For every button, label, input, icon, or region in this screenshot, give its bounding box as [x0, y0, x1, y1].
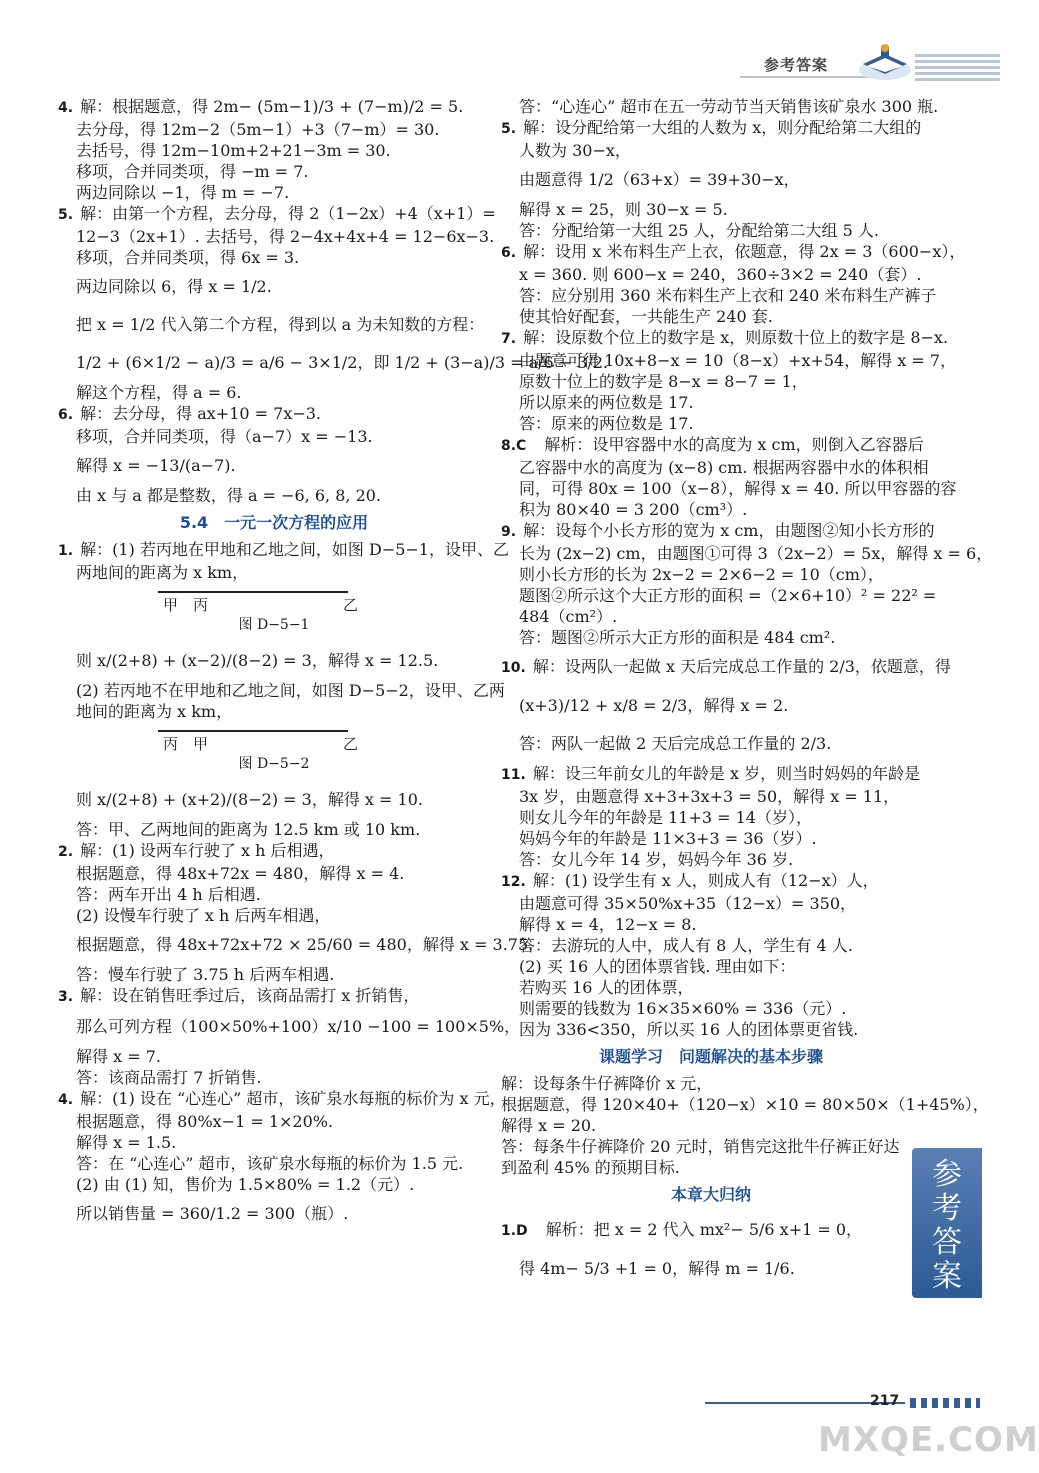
line-text: 解：由第一个方程，去分母，得 2（1−2x）+4（x+1）=: [75, 204, 496, 223]
text-line: [501, 1019, 921, 1040]
watermark: MXQE.COM: [818, 1420, 1039, 1460]
line-text: (2) 买 16 人的团体票省钱. 理由如下：: [519, 957, 796, 976]
line-text: 答：女儿今年 14 岁，妈妈今年 36 岁.: [519, 850, 794, 869]
line-text: 答：原来的两位数是 17.: [519, 414, 694, 433]
header-stripes: [915, 54, 1000, 82]
text-line: [501, 807, 921, 828]
text-line: [58, 344, 609, 382]
line-text: 解得 x = 20.: [501, 1116, 597, 1135]
line-text: 答：分配给第一大组 25 人，分配给第二大组 5 人.: [519, 221, 879, 240]
line-text: 解：设每条牛仔裤降价 x 元，: [501, 1074, 713, 1093]
line-text: 解：设在销售旺季过后，该商品需打 x 折销售，: [75, 986, 420, 1005]
question-number: 3.: [58, 989, 74, 1005]
page-number: 217: [870, 1393, 900, 1409]
text-line: [58, 840, 490, 863]
text-line: [501, 1157, 921, 1178]
text-line: [501, 520, 935, 543]
line-text: 3x 岁，由题意得 x+3+3x+3 = 50，解得 x = 11，: [519, 787, 900, 806]
text-line: [501, 893, 921, 914]
line-text: 解：设用 x 米布料生产上衣，依题意，得 2x = 3（600−x），: [518, 242, 966, 261]
line-text: 两边同除以 −1，得 m = −7.: [76, 183, 290, 202]
question-number: 2.: [58, 844, 74, 860]
text-line: [501, 241, 966, 264]
text-line: [501, 849, 921, 870]
question-number: 1.: [58, 543, 74, 559]
question-number: 5.: [501, 121, 517, 137]
text-line: [501, 786, 921, 807]
text-line: [501, 763, 921, 786]
line-text: 去括号，得 12m−10m+2+21−3m = 30.: [76, 141, 391, 160]
line-text: 原数十位上的数字是 8−x = 8−7 = 1，: [519, 372, 808, 391]
line-text: 解得 x = 1.5.: [76, 1133, 177, 1152]
text-line: [501, 413, 921, 434]
text-line: [58, 268, 490, 306]
line-text: 解析：把 x = 2 代入 mx²− 5/6 x+1 = 0，: [529, 1220, 863, 1239]
text-line: [501, 1094, 989, 1115]
text-line: [58, 701, 490, 722]
line-text: 到盈利 45% 的预期目标.: [501, 1158, 680, 1177]
question-number: 1.D: [501, 1223, 528, 1239]
text-line: [501, 648, 951, 687]
segment-point-label: 丙: [163, 735, 179, 753]
segment-point-label: 乙: [343, 596, 359, 614]
text-line: [501, 1211, 921, 1250]
text-line: [58, 226, 495, 247]
text-line: [501, 285, 937, 306]
text-line: [501, 220, 921, 241]
text-line: [58, 1088, 506, 1111]
line-text: 答：题图②所示大正方形的面积是 484 cm².: [519, 628, 836, 647]
text-line: [58, 403, 490, 426]
line-text: 答：慢车行驶了 3.75 h 后两车相遇.: [76, 965, 335, 984]
question-number: 7.: [501, 331, 517, 347]
line-text: 移项，合并同类项，得 6x = 3.: [76, 248, 300, 267]
line-text: 484（cm²）.: [519, 607, 618, 626]
text-line: [58, 1132, 490, 1153]
text-line: [58, 382, 490, 403]
text-line: [501, 327, 949, 350]
line-text: (2) 设慢车行驶了 x h 后两车相遇，: [76, 906, 331, 925]
figure-caption: [58, 615, 490, 636]
line-text: 解：根据题意，得 2m− (5m−1)/3 + (7−m)/2 = 5.: [75, 97, 464, 116]
text-line: [501, 392, 921, 413]
text-line: [58, 905, 490, 926]
text-line: [58, 1195, 490, 1233]
line-text: 两边同除以 6，得 x = 1/2.: [76, 277, 272, 296]
text-line: [501, 828, 921, 849]
text-line: [501, 306, 921, 327]
line-text: 课题学习 问题解决的基本步骤: [598, 1047, 823, 1066]
line-text: 若购买 16 人的团体票，: [519, 978, 694, 997]
line-text: 解：(1) 设两车行驶了 x h 后相遇，: [75, 841, 335, 860]
text-line: [501, 161, 921, 199]
text-line: [501, 96, 939, 117]
line-text: 解：设原数个位上的数字是 x，则原数十位上的数字是 8−x.: [518, 328, 949, 347]
text-line: [58, 96, 490, 119]
line-text: 解：设三年前女儿的年龄是 x 岁，则当时妈妈的年龄是: [527, 764, 921, 783]
line-text: 移项，合并同类项，得 −m = 7.: [76, 162, 309, 181]
text-line: [501, 956, 921, 977]
text-line: [58, 884, 490, 905]
line-text: 则 x/(2+8) + (x+2)/(8−2) = 3，解得 x = 10.: [76, 790, 423, 809]
text-line: [58, 926, 534, 964]
text-line: [58, 485, 490, 506]
question-number: 4.: [58, 1092, 74, 1108]
question-number: 9.: [501, 524, 517, 540]
line-text: 积为 80×40 = 3 200（cm³）.: [519, 500, 748, 519]
line-text: 所以原来的两位数是 17.: [519, 393, 694, 412]
question-number: 8.C: [501, 438, 527, 454]
text-line: [58, 562, 490, 583]
text-line: [501, 606, 921, 627]
text-line: [501, 870, 921, 893]
line-text: 答：在 “心连心” 超市，该矿泉水每瓶的标价为 1.5 元.: [76, 1154, 464, 1173]
line-text: 地间的距离为 x km，: [76, 702, 233, 721]
line-text: 解：设两队一起做 x 天后完成总工作量的 2/3，依题意，得: [527, 657, 951, 676]
line-text: 所以销售量 = 360/1.2 = 300（瓶）.: [76, 1204, 349, 1223]
line-text: (2) 若丙地不在甲地和乙地之间，如图 D−5−2，设甲、乙两: [76, 681, 505, 700]
text-line: [58, 1174, 490, 1195]
text-line: [501, 1136, 921, 1157]
question-number: 5.: [58, 207, 74, 223]
question-number: 4.: [58, 100, 74, 116]
segment-point-label: 乙: [343, 735, 359, 753]
line-text: 解：(1) 设学生有 x 人，则成人有（12−x）人，: [527, 871, 879, 890]
line-text: 解：设每个小长方形的宽为 x cm，由题图②知小长方形的: [518, 521, 935, 540]
line-text: 解析：设甲容器中水的高度为 x cm，则倒入乙容器后: [528, 435, 924, 454]
line-text: 答：甲、乙两地间的距离为 12.5 km 或 10 km.: [76, 820, 421, 839]
segment-point-label: 甲: [163, 596, 179, 614]
line-text: 5.4 一元一次方程的应用: [179, 513, 369, 532]
line-text: 使其恰好配套，一共能生产 240 套.: [519, 307, 773, 326]
figure-caption: [58, 754, 490, 775]
line-text: 本章大归纳: [670, 1185, 751, 1204]
text-line: [501, 914, 921, 935]
line-text: 那么可列方程（100×50%+100）x/10 −100 = 100×5%，: [76, 1017, 521, 1036]
side-tab-answers[interactable]: [912, 1148, 982, 1298]
text-line: [501, 199, 921, 220]
text-line: [58, 863, 490, 884]
line-text: 由题意可得 35×50%x+35（12−x）= 350，: [519, 894, 857, 913]
text-line: [58, 161, 490, 182]
question-number: 10.: [501, 660, 526, 676]
line-text: 答：“心连心” 超市在五一劳动节当天销售该矿泉水 300 瓶.: [519, 97, 939, 116]
segment-line: [158, 730, 348, 732]
text-line: [58, 964, 490, 985]
line-text: 由 x 与 a 都是整数，得 a = −6, 6, 8, 20.: [76, 486, 382, 505]
text-line: [58, 1067, 490, 1088]
text-line: [58, 781, 490, 819]
text-line: [501, 371, 921, 392]
text-line: [501, 998, 921, 1019]
line-text: 1/2 + (6×1/2 − a)/3 = a/6 − 3×1/2，即 1/2 + (3−a)/3 = a/6 − 3/2.: [76, 353, 609, 372]
line-text: 答：两车开出 4 h 后相遇.: [76, 885, 261, 904]
question-number: 12.: [501, 874, 526, 890]
book-logo-icon: [855, 42, 915, 84]
text-line: [58, 1153, 490, 1174]
line-text: 根据题意，得 48x+72x+72 × 25/60 = 480，解得 x = 3.75.: [76, 935, 534, 954]
footer-dots: [910, 1398, 980, 1408]
line-text: 题图②所示这个大正方形的面积 =（2×6+10）² = 22² =: [519, 586, 937, 605]
line-text: 答：两队一起做 2 天后完成总工作量的 2/3.: [519, 734, 832, 753]
section-heading: [58, 512, 490, 533]
text-line: [58, 539, 509, 562]
text-line: [501, 117, 921, 140]
text-line: [58, 203, 496, 226]
line-text: 答：应分别用 360 米布料生产上衣和 240 米布料生产裤子: [519, 286, 937, 305]
line-text: 答：去游玩的人中，成人有 8 人，学生有 4 人.: [519, 936, 853, 955]
text-line: [501, 627, 921, 648]
text-line: [501, 499, 921, 520]
header-title: 参考答案: [764, 56, 829, 74]
question-number: 6.: [501, 245, 517, 261]
text-line: [58, 140, 490, 161]
text-line: [58, 447, 490, 485]
text-line: [501, 935, 921, 956]
line-text: 解得 x = 7.: [76, 1047, 161, 1066]
segment-figure: [58, 722, 490, 752]
line-text: 长为 (2x−2) cm，由题图①可得 3（2x−2）= 5x，解得 x = 6，: [519, 544, 993, 563]
line-text: 答：该商品需打 7 折销售.: [76, 1068, 262, 1087]
line-text: 解得 x = −13/(a−7).: [76, 456, 236, 475]
line-text: 由题意得 1/2（63+x）= 39+30−x，: [519, 170, 800, 189]
question-number: 11.: [501, 767, 526, 783]
line-text: 根据题意，得 80%x−1 = 1×20%.: [76, 1112, 334, 1131]
line-text: 解：设分配给第一大组的人数为 x，则分配给第二大组的: [518, 118, 922, 137]
line-text: 解得 x = 4，12−x = 8.: [519, 915, 697, 934]
segment-point-label: 甲: [193, 735, 209, 753]
line-text: 乙容器中水的高度为 (x−8) cm. 根据两容器中水的体积相: [519, 458, 929, 477]
text-line: [58, 642, 490, 680]
text-line: [58, 1046, 490, 1067]
text-line: [501, 1073, 921, 1094]
line-text: (2) 由 (1) 知，售价为 1.5×80% = 1.2（元）.: [76, 1175, 415, 1194]
line-text: 答：每条牛仔裤降价 20 元时，销售完这批牛仔裤正好达: [501, 1137, 900, 1156]
text-line: [58, 985, 490, 1008]
text-line: [501, 585, 937, 606]
line-text: 图 D−5−1: [238, 617, 310, 633]
page-header: [700, 38, 1000, 88]
text-line: [58, 1111, 490, 1132]
section-heading: [501, 1184, 921, 1205]
text-line: [501, 457, 929, 478]
text-line: [58, 247, 490, 268]
line-text: 图 D−5−2: [238, 756, 310, 772]
line-text: 去分母，得 12m−2（5m−1）+3（7−m）= 30.: [76, 120, 440, 139]
line-text: 因为 336<350，所以买 16 人的团体票更省钱.: [519, 1020, 859, 1039]
line-text: 同，可得 80x = 100（x−8），解得 x = 40. 所以甲容器的容: [519, 479, 957, 498]
line-text: 解：(1) 设在 “心连心” 超市，该矿泉水每瓶的标价为 x 元，: [75, 1089, 506, 1108]
text-line: [501, 1250, 921, 1288]
text-line: [501, 564, 921, 585]
text-line: [58, 819, 490, 840]
text-line: [501, 478, 957, 499]
text-line: [58, 1008, 521, 1046]
line-text: 则小长方形的长为 2x−2 = 2×6−2 = 10（cm），: [519, 565, 884, 584]
segment-point-label: 丙: [193, 596, 209, 614]
text-line: [58, 119, 490, 140]
text-line: [58, 306, 490, 344]
line-text: 妈妈今年的年龄是 11×3+3 = 36（岁）.: [519, 829, 817, 848]
text-line: [58, 182, 490, 203]
line-text: (x+3)/12 + x/8 = 2/3，解得 x = 2.: [519, 696, 789, 715]
text-line: [501, 140, 921, 161]
line-text: 得 4m− 5/3 +1 = 0，解得 m = 1/6.: [519, 1259, 795, 1278]
text-line: [501, 350, 957, 371]
line-text: 则 x/(2+8) + (x−2)/(8−2) = 3，解得 x = 12.5.: [76, 651, 439, 670]
text-line: [501, 725, 921, 763]
line-text: 把 x = 1/2 代入第二个方程，得到以 a 为未知数的方程：: [76, 315, 485, 334]
line-text: 解得 x = 25，则 30−x = 5.: [519, 200, 728, 219]
line-text: 根据题意，得 120×40+（120−x）×10 = 80×50×（1+45%），: [501, 1095, 989, 1114]
line-text: 两地间的距离为 x km，: [76, 563, 249, 582]
line-text: 解：(1) 若丙地在甲地和乙地之间，如图 D−5−1，设甲、乙: [75, 540, 509, 559]
line-text: 解：去分母，得 ax+10 = 7x−3.: [75, 404, 322, 423]
text-line: [58, 426, 490, 447]
text-line: [501, 543, 993, 564]
text-line: [501, 977, 921, 998]
line-text: 解这个方程，得 a = 6.: [76, 383, 242, 402]
line-text: 12−3（2x+1）. 去括号，得 2−4x+4x+4 = 12−6x−3.: [76, 227, 495, 246]
line-text: 根据题意，得 48x+72x = 480，解得 x = 4.: [76, 864, 405, 883]
text-line: [501, 264, 921, 285]
side-tab-label: 参考答案: [932, 1157, 962, 1294]
segment-line: [158, 591, 348, 593]
section-heading: [501, 1046, 921, 1067]
text-line: [501, 434, 924, 457]
text-line: [501, 687, 921, 725]
line-text: 人数为 30−x，: [519, 141, 631, 160]
question-number: 6.: [58, 407, 74, 423]
text-line: [58, 680, 505, 701]
line-text: 则女儿今年的年龄是 11+3 = 14（岁），: [519, 808, 812, 827]
segment-figure: [58, 583, 490, 613]
line-text: 移项，合并同类项，得（a−7）x = −13.: [76, 427, 373, 446]
line-text: 由题意可得 10x+8−x = 10（8−x）+x+54，解得 x = 7，: [519, 351, 957, 370]
text-line: [501, 1115, 921, 1136]
line-text: x = 360. 则 600−x = 240，360÷3×2 = 240（套）.: [519, 265, 922, 284]
line-text: 则需要的钱数为 16×35×60% = 336（元）.: [519, 999, 847, 1018]
